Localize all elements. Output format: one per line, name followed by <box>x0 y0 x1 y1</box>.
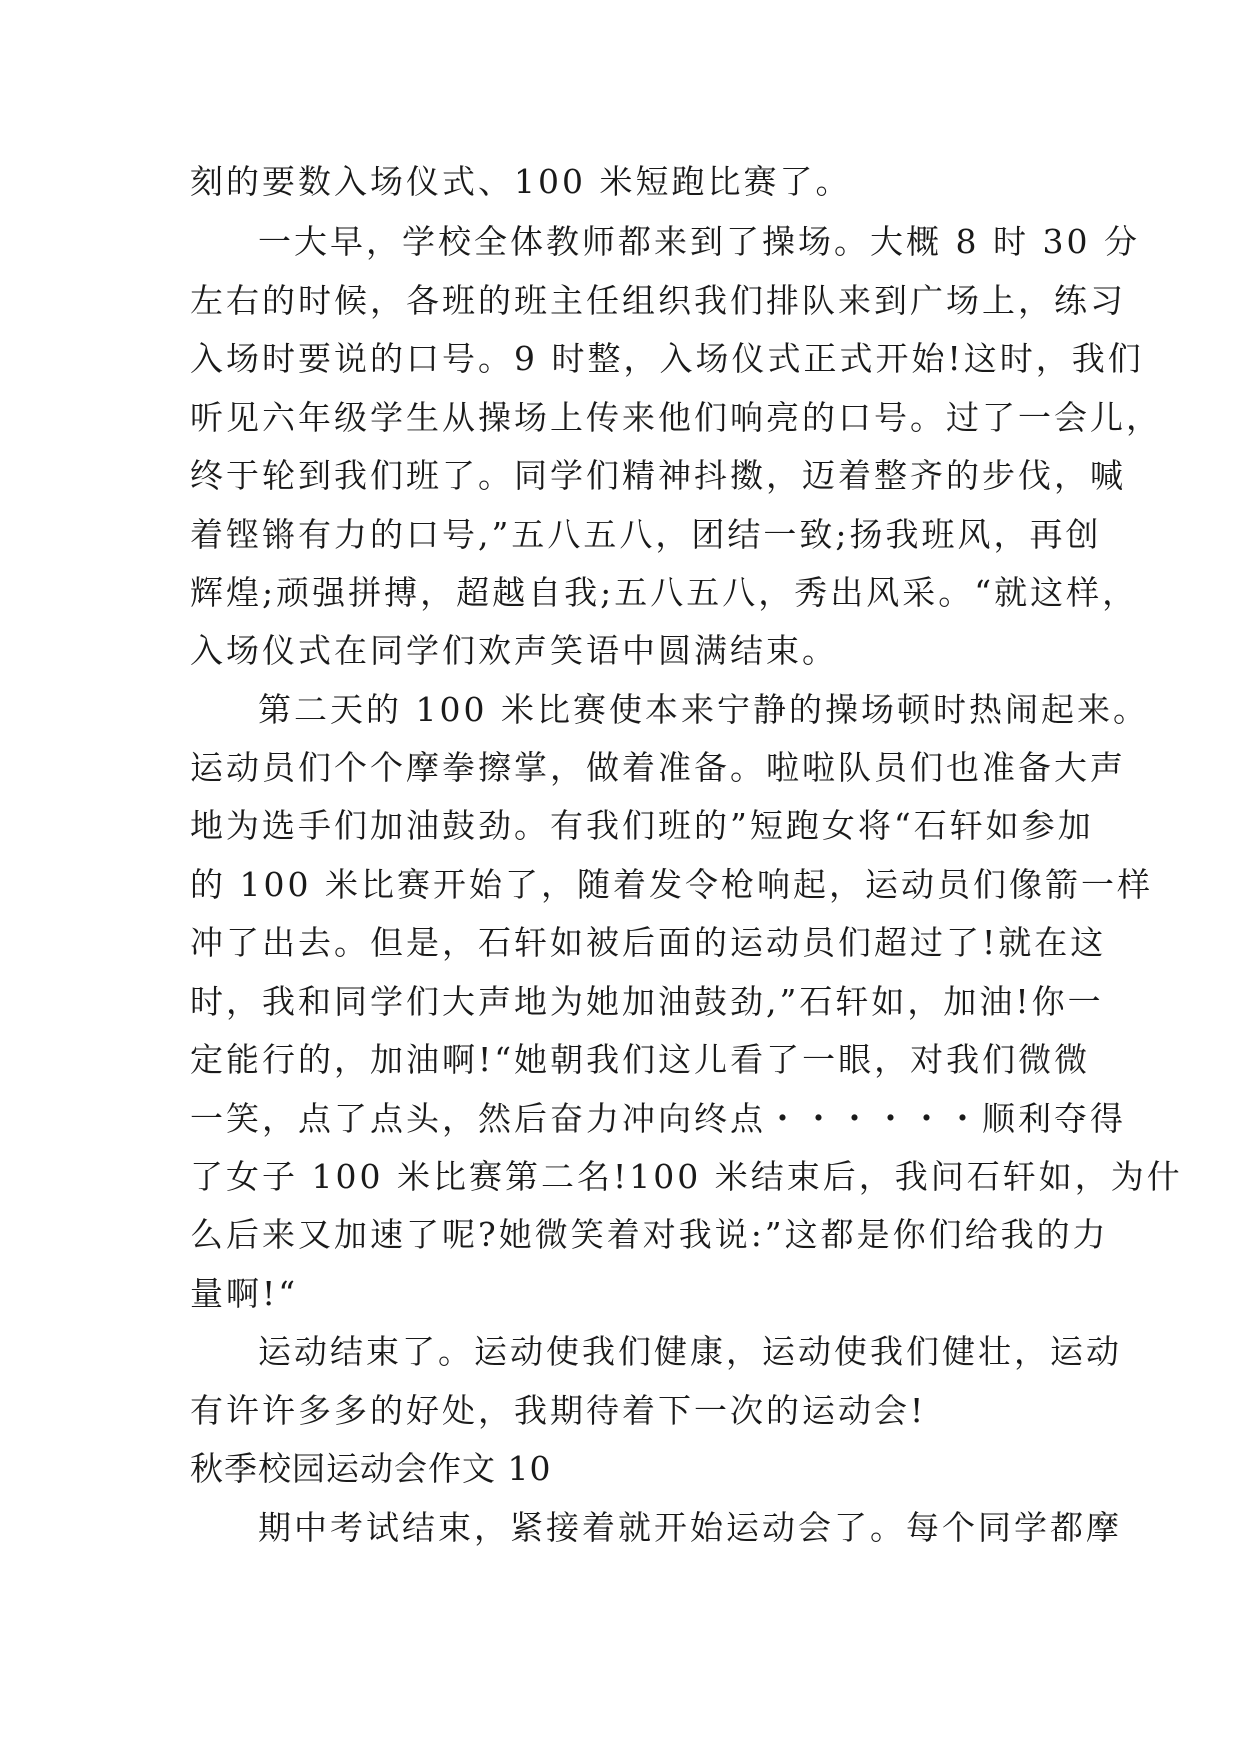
text-line: 终于轮到我们班了。同学们精神抖擞，迈着整齐的步伐，喊 <box>190 456 1126 495</box>
text-line: 左右的时候，各班的班主任组织我们排队来到广场上，练习 <box>190 281 1126 320</box>
paragraph-start-line: 运动结束了。运动使我们健康，运动使我们健壮，运动 <box>258 1332 1122 1371</box>
text-line: 么后来又加速了呢?她微笑着对我说:”这都是你们给我的力 <box>190 1215 1109 1254</box>
paragraph-start-line: 期中考试结束，紧接着就开始运动会了。每个同学都摩 <box>258 1508 1122 1547</box>
text-line: 运动员们个个摩拳擦掌，做着准备。啦啦队员们也准备大声 <box>190 748 1126 787</box>
section-heading: 秋季校园运动会作文 10 <box>190 1449 552 1488</box>
text-line: 冲了出去。但是，石轩如被后面的运动员们超过了!就在这 <box>190 923 1107 962</box>
text-line: 一笑，点了点头，然后奋力冲向终点・・・・・・顺利夺得 <box>190 1099 1126 1138</box>
text-line: 定能行的，加油啊!“她朝我们这儿看了一眼，对我们微微 <box>190 1040 1091 1079</box>
text-line: 着铿锵有力的口号,”五八五八，团结一致;扬我班风，再创 <box>190 515 1102 554</box>
text-line: 地为选手们加油鼓劲。有我们班的”短跑女将“石轩如参加 <box>190 806 1094 845</box>
text-line: 辉煌;顽强拼搏，超越自我;五八五八，秀出风采。“就这样， <box>190 573 1139 612</box>
text-line: 听见六年级学生从操场上传来他们响亮的口号。过了一会儿， <box>190 398 1162 437</box>
text-line: 入场仪式在同学们欢声笑语中圆满结束。 <box>190 631 838 670</box>
text-line: 有许许多多的好处，我期待着下一次的运动会! <box>190 1391 927 1430</box>
text-line: 了女子 100 米比赛第二名!100 米结束后，我问石轩如，为什 <box>190 1157 1183 1196</box>
text-line: 时，我和同学们大声地为她加油鼓劲,”石轩如，加油!你一 <box>190 982 1104 1021</box>
paragraph-start-line: 第二天的 100 米比赛使本来宁静的操场顿时热闹起来。 <box>258 690 1149 729</box>
text-line: 的 100 米比赛开始了，随着发令枪响起，运动员们像箭一样 <box>190 865 1153 904</box>
text-line: 量啊!“ <box>190 1274 299 1313</box>
text-line: 刻的要数入场仪式、100 米短跑比赛了。 <box>190 162 852 201</box>
text-line: 入场时要说的口号。9 时整，入场仪式正式开始!这时，我们 <box>190 339 1144 378</box>
paragraph-start-line: 一大早，学校全体教师都来到了操场。大概 8 时 30 分 <box>258 222 1140 261</box>
